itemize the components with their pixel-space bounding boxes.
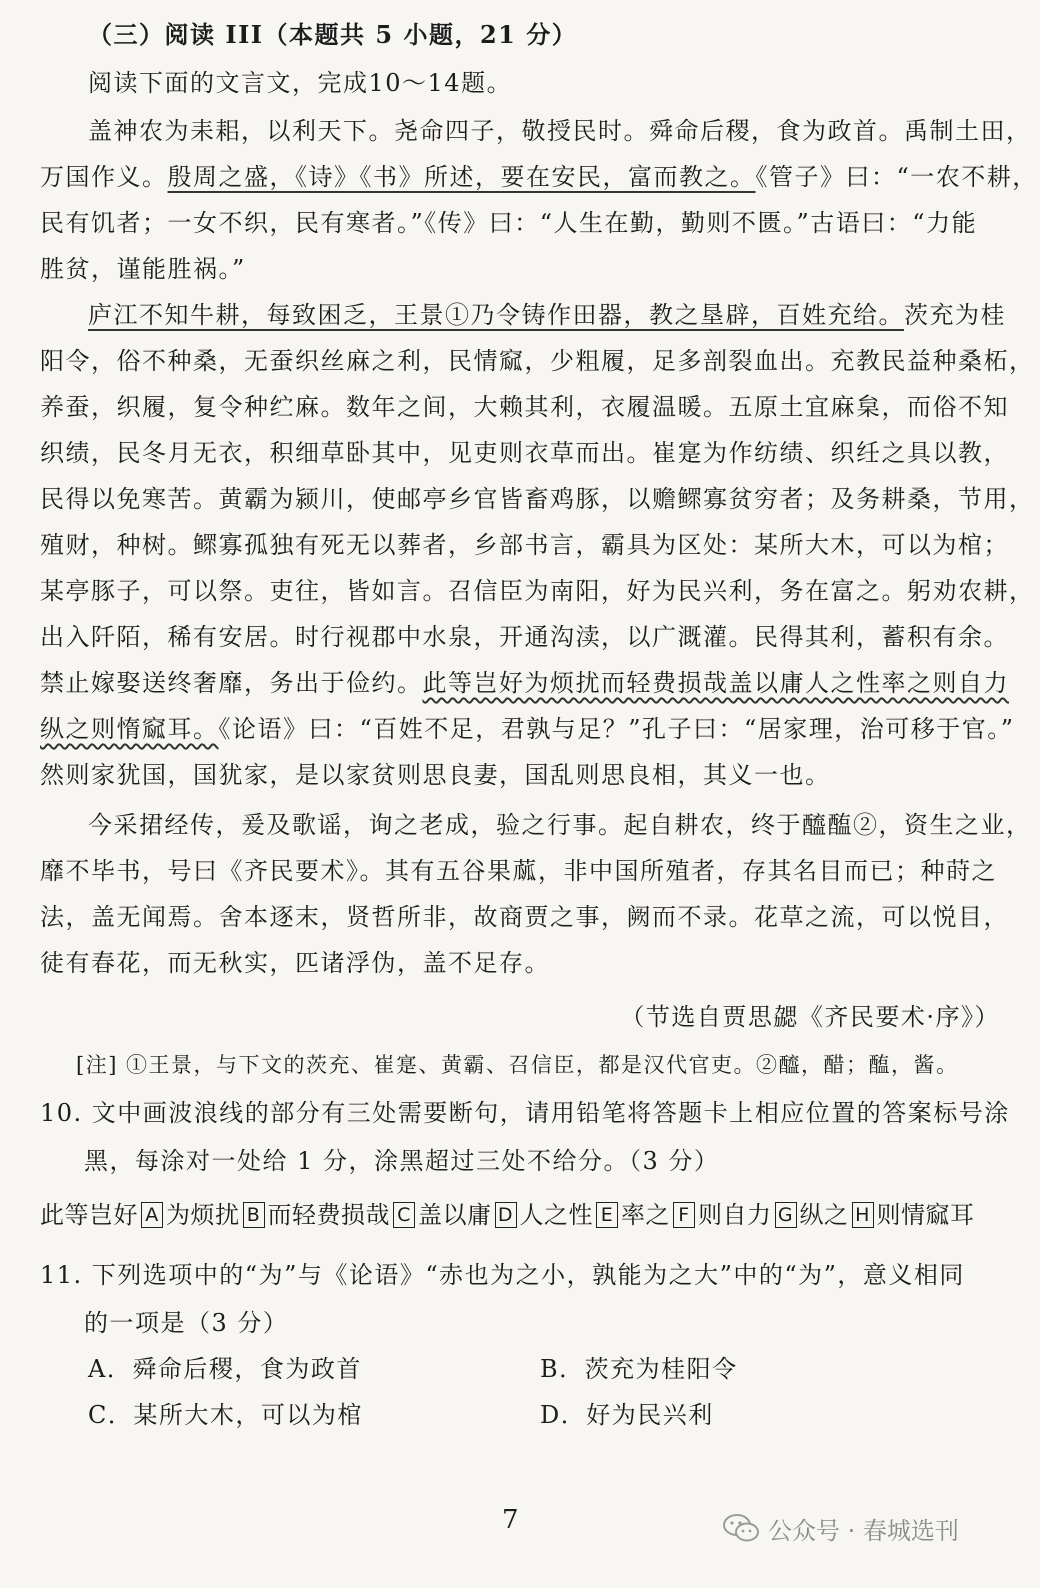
answer-box-g[interactable]: G [775,1202,797,1228]
segment: 率之 [621,1201,670,1229]
underlined-text: 庐江不知牛耕，每致困乏，王景①乃令铸作田器，教之垦辟，百姓充给。 [88,301,904,329]
passage-line: 出入阡陌，稀有安居。时行视郡中水泉，开通沟渎，以广溉灌。民得其利，蓄积有余。 [40,623,1009,651]
passage-line: 某亭豚子，可以祭。吏往，皆如言。召信臣为南阳，好为民兴利，务在富之。躬劝农耕， [40,577,1035,605]
watermark-text: 公众号 · 春城选刊 [768,1516,959,1545]
passage-line: 阳令，俗不种桑，无蚕织丝麻之利，民情窳，少粗履，足多剖裂血出。充教民益种桑柘， [40,347,1035,375]
passage-text: 《管子》曰：“一农不耕， [755,163,1038,191]
footnote: [注] ①王景，与下文的茨充、崔寔、黄霸、召信臣，都是汉代官吏。②醯，醋；醢，酱。 [76,1053,959,1077]
passage-line: 民有饥者；一女不织，民有寒者。”《传》曰：“人生在勤，勤则不匮。”古语曰：“力能 [40,209,978,237]
passage-line: 织绩，民冬月无衣，积细草卧其中，见吏则衣草而出。崔寔为作纺绩、织纴之具以教， [40,439,1009,467]
passage-line: 养蚕，织履，复令种纻麻。数年之间，大赖其利，衣履温暖。五原土宜麻枲，而俗不知 [40,393,1009,421]
wechat-icon [722,1513,760,1543]
passage-line [88,298,1006,338]
segment: 而轻费损哉 [267,1201,390,1229]
passage-line [40,160,1038,200]
question-11-text: 的一项是（3 分） [84,1309,289,1337]
passage-line: 民得以免寒苦。黄霸为颍川，使邮亭乡官皆畜鸡豚，以赡鳏寡贫穷者；及务耕桑，节用， [40,485,1035,513]
passage-line: 法，盖无闻焉。舍本逐末，贤哲所非，故商贾之事，阙而不录。花草之流，可以悦目， [40,903,1009,931]
passage-line: 盖神农为耒耜，以利天下。尧命四子，敬授民时。舜命后稷，食为政首。禹制土田， [88,117,1032,145]
answer-box-c[interactable]: C [393,1202,415,1228]
passage-line: 殖财，种树。鳏寡孤独有死无以葬者，乡部书言，霸具为区处：某所大木，可以为棺； [40,531,1009,559]
answer-box-d[interactable]: D [495,1202,517,1228]
passage-line: 然则家犹国，国犹家，是以家贫则思良妻，国乱则思良相，其义一也。 [40,761,831,789]
question-10-text: 10. 文中画波浪线的部分有三处需要断句，请用铅笔将答题卡上相应位置的答案标号涂 [40,1099,1010,1127]
passage-text: 《论语》曰：“百姓不足，君孰与足？”孔子曰：“居家理，治可移于官。” [218,715,1015,743]
passage-line: 徒有春花，而无秋实，匹诸浮伪，盖不足存。 [40,949,550,977]
passage-line [40,666,1009,706]
passage-text: 万国作义。 [40,163,168,191]
wavy-underlined-text: 纵之则惰窳耳。 [40,715,219,743]
answer-box-e[interactable]: E [596,1202,618,1228]
segment: 此等岂好 [40,1201,138,1229]
segment: 纵之 [799,1201,849,1229]
passage-line: 靡不毕书，号曰《齐民要术》。其有五谷果蓏，非中国所殖者，存其名目而已；种莳之 [40,857,997,885]
question-11-text: 11. 下列选项中的“为”与《论语》“赤也为之小，孰能为之大”中的“为”，意义相同 [40,1261,965,1289]
segment: 则自力 [698,1201,772,1229]
segment: 则情窳耳 [876,1201,975,1229]
passage-text: 茨充为桂 [904,301,1006,329]
option-c[interactable]: C．某所大木，可以为棺 [88,1401,363,1429]
passage-line: 今采捃经传，爰及歌谣，询之老成，验之行事。起自耕农，终于醯醢②，资生之业， [88,811,1032,839]
page-number: 7 [502,1505,519,1535]
answer-box-a[interactable]: A [141,1202,163,1228]
source-citation: （节选自贾思勰《齐民要术·序》） [620,1003,1000,1031]
passage-text: 禁止嫁娶送终奢靡，务出于俭约。 [40,669,423,697]
instruction: 阅读下面的文言文，完成10～14题。 [88,69,513,97]
section-heading: （三）阅读 III（本题共 5 小题，21 分） [88,20,578,49]
wavy-underlined-text: 此等岂好为烦扰而轻费损哉盖以庸人之性率之则自力 [422,669,1009,697]
answer-box-b[interactable]: B [243,1202,265,1228]
segment: 人之性 [519,1201,593,1229]
passage-line [40,712,1015,752]
option-a[interactable]: A．舜命后稷，食为政首 [88,1355,362,1383]
q10-segment-row [40,1198,1000,1238]
passage-line: 胜贫，谨能胜祸。” [40,255,246,283]
option-d[interactable]: D．好为民兴利 [540,1401,714,1429]
question-10-text: 黑，每涂对一处给 1 分，涂黑超过三处不给分。（3 分） [84,1147,720,1175]
watermark [722,1508,959,1548]
segment: 盖以庸 [418,1201,492,1229]
segment: 为烦扰 [166,1201,240,1229]
answer-box-f[interactable]: F [673,1202,695,1228]
option-b[interactable]: B．茨充为桂阳令 [540,1355,738,1383]
underlined-text: 殷周之盛，《诗》《书》所述，要在安民，富而教之。 [167,163,756,191]
answer-box-h[interactable]: H [852,1202,874,1228]
